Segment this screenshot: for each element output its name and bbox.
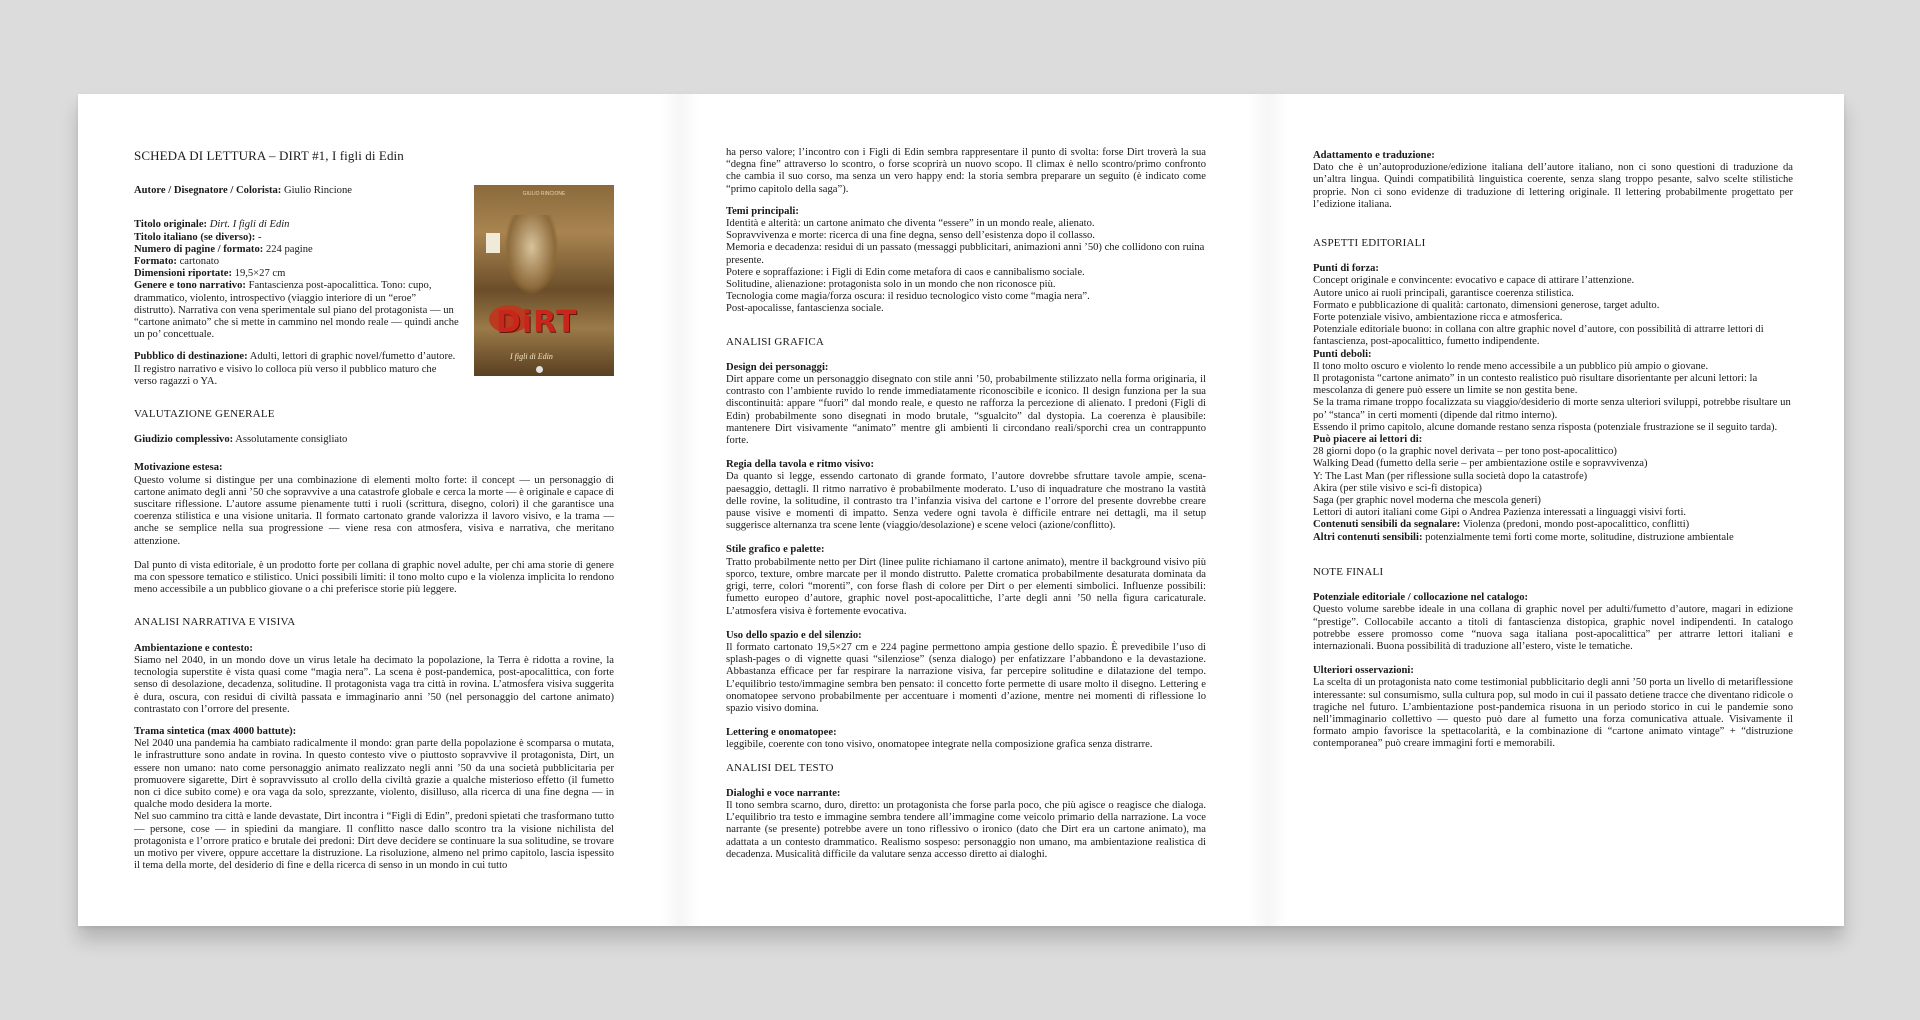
paragraph: Dirt appare come un personaggio disegnato con stile anni ’50, probabilmente stilizzato nella forma originaria, il contrasto con l’ambiente ruvido lo rende immediatamente riconoscibile e iconico. Il design funziona per la sua discontinuità: appare “fuori” dal mondo reale, e questo ne rafforza la percezione di alienato. I predoni (Figli di Edin) probabilmente sono disegnati in modo brutale, “sgualcito” dal dystopia. La coerenza è plausibile: mantenere Dirt visivamente “animato” mentre gli ambienti li circondano reali/sporchi crea un contrappunto forte.	[726, 374, 1206, 447]
readers-list	[1313, 446, 1793, 519]
list-item: Il protagonista “cartone animato” in un contesto realistico può risultare disorientante per alcuni lettori: la mescolanza di genere può essere un limite se non gestita bene.	[1313, 373, 1758, 397]
meta-label: Genere e tono narrativo:	[134, 280, 246, 292]
section-heading: ANALISI NARRATIVA E VISIVA	[134, 616, 296, 629]
list-item: Il tono molto oscuro e violento lo rende meno accessibile a un pubblico più ampio o giovane.	[1313, 360, 1709, 372]
section-heading: ANALISI GRAFICA	[726, 335, 825, 348]
subheading: Punti di forza:	[1313, 263, 1379, 275]
list-item: Y: The Last Man (per riflessione sulla società dopo la catastrofe)	[1313, 470, 1588, 482]
page-fold	[1248, 94, 1288, 926]
author-label: Autore / Disegnatore / Colorista:	[134, 185, 282, 197]
judgement-value: Assolutamente consigliato	[235, 434, 348, 446]
paragraph: Dal punto di vista editoriale, è un prodotto forte per collana di graphic novel adulte, per chi ama storie di genere ma con spessore tematico e stilistico. Unici possibili limiti: il tono molto cupo e la violenza implicita lo rendono meno accessibile a un pubblico giovane o a chi preferisce storie più leggere.	[134, 559, 614, 596]
list-item: Sopravvivenza e morte: ricerca di una fine degna, senso dell’esistenza dopo il collasso.	[726, 230, 1095, 242]
list-item: Post-apocalisse, fantascienza sociale.	[726, 303, 884, 315]
subheading: Punti deboli:	[1313, 348, 1372, 360]
subheading: Dialoghi e voce narrante:	[726, 787, 841, 799]
weaknesses-list	[1313, 361, 1793, 434]
subheading: Regia della tavola e ritmo visivo:	[726, 459, 874, 471]
sensitive-value: Violenza (predoni, mondo post-apocalittico, conflitti)	[1462, 519, 1690, 531]
list-item: Concept originale e convincente: evocativo e capace di attirare l’attenzione.	[1313, 275, 1635, 287]
paragraph: Il tono sembra scarno, duro, diretto: un protagonista che forse parla poco, che più agisce o reagisce che dialoga. L’equilibrio tra testo e immagine sembra tendere all’immagine come veicolo primario della narrazione. La voce narrante (se presente) potrebbe avere un tono riflessivo o ironico (dato che Dirt era un cartone animato), ma adattata a un contesto drammatico. Realismo sospeso: personaggio non umano, ma ambientazione realistica di decadenza. Musicalità difficile da valutare senza accesso diretto ai dialoghi.	[726, 799, 1206, 860]
column-right	[1313, 150, 1793, 751]
judgement-label: Giudizio complessivo:	[134, 434, 234, 446]
other-sensitive-label: Altri contenuti sensibili:	[1313, 531, 1423, 543]
meta-label: Dimensioni riportate:	[134, 268, 232, 280]
meta-label: Formato:	[134, 256, 177, 268]
list-item: Walking Dead (fumetto della serie – per ambientazione ostile e sopravvivenza)	[1313, 458, 1648, 470]
section-heading: ASPETTI EDITORIALI	[1313, 237, 1426, 250]
meta-label: Numero di pagine / formato:	[134, 243, 264, 255]
other-sensitive-value: potenzialmente temi forti come morte, solitudine, distruzione ambientale	[1425, 531, 1734, 543]
meta-value: 224 pagine	[265, 243, 313, 255]
meta-value: Fantascienza post-apocalittica. Tono: cupo, drammatico, violento, introspectivo (viaggio interiore di un “eroe” distrutto). Narrativa con vena sperimentale sul piano del protagonista — un “cartone animato” che si mette in cammino nel mondo reale — quindi anche un po’ concettuale.	[134, 280, 459, 341]
subheading: Potenziale editoriale / collocazione nel catalogo:	[1313, 592, 1529, 604]
list-item: 28 giorni dopo (o la graphic novel derivata – per tono post-apocalittico)	[1313, 446, 1617, 458]
paragraph: Siamo nel 2040, in un mondo dove un virus letale ha decimato la popolazione, la Terra è ridotta a rovine, la tecnologia superstite è vista quasi come “magia nera”. La scena è post-pandemica, post-apocalittica, con forte senso di desolazione, decadenza, solitudine. Il protagonista vaga tra città in rovina. L’atmosfera visiva suggerita è dura, oscura, con residui di civiltà passata e immaginario anni ’50 (nel personaggio del cartone animato) contrastato con l’orrore del presente.	[134, 654, 614, 715]
meta-value: -	[258, 231, 262, 243]
list-item: Essendo il primo capitolo, alcune domande restano senza risposta (potenziale frustrazione se il seguito tarda).	[1313, 421, 1778, 433]
publisher-logo-icon	[536, 366, 543, 373]
audience-value: Adulti, lettori di graphic novel/fumetto d’autore. Il registro narrativo e visivo lo colloca più verso il pubblico maturo che verso ragazzi o YA.	[134, 351, 456, 387]
themes-list	[726, 218, 1206, 316]
strengths-list	[1313, 275, 1793, 348]
paragraph: ha perso valore; l’incontro con i Figli di Edin sembra rappresentare il punto di svolta: forse Dirt troverà la sua “degna fine” attraverso lo scontro, o forse scoprirà un nuovo scopo. Il climax è nello scontro/primo confronto che cambia il suo corso, ma senza un vero happy end: la storia sembra preparare un seguito (è indicato come “primo capitolo della saga”).	[726, 147, 1206, 195]
judgement-row	[134, 434, 614, 446]
cover-logo: DiRT	[496, 305, 578, 341]
subheading: Ambientazione e contesto:	[134, 642, 253, 654]
document-spread	[78, 94, 1844, 926]
meta-value: Dirt. I figli di Edin	[209, 219, 290, 231]
paragraph: leggibile, coerente con tono visivo, onomatopee integrate nella composizione grafica senza distrarre.	[726, 739, 1153, 751]
subheading: Motivazione estesa:	[134, 462, 223, 474]
section-heading: ANALISI DEL TESTO	[726, 761, 834, 774]
sensitive-row	[1313, 519, 1793, 531]
page-fold	[660, 94, 700, 926]
list-item: Forte potenziale visivo, ambientazione ricca e atmosferica.	[1313, 312, 1563, 324]
list-item: Se la trama rimane troppo focalizzata su viaggio/desiderio di morte senza ulteriori sviluppi, potrebbe risultare un po’ “stanca” in certi momenti (dipende dal ritmo interno).	[1313, 397, 1791, 421]
paragraph: La scelta di un protagonista nato come testimonial pubblicitario degli anni ’50 porta un livello di metariflessione interessante: sul consumismo, sulla cultura pop, sul modo in cui il passato detiene tracce che diventano ridicole o tragiche nel futuro. L’ambientazione post-pandemica risuona in un periodo storico in cui le pandemie sono nell’immaginario collettivo — questo può dare al fumetto una forza comunicativa attuale. Visivamente il formato ampio favorisce la spettacolarità, e la combinazione di “cartone animato vintage” + “distruzione contemporanea” può creare immagini forti e memorabili.	[1313, 677, 1793, 750]
sensitive-label: Contenuti sensibili da segnalare:	[1313, 519, 1461, 531]
cover-image	[474, 185, 614, 376]
list-item: Tecnologia come magia/forza oscura: il residuo tecnologico visto come “magia nera”.	[726, 291, 1090, 303]
section-heading: VALUTAZIONE GENERALE	[134, 408, 275, 421]
list-item: Memoria e decadenza: residui di un passato (messaggi pubblicitari, animazioni anni ’50) che collidono con ruina presente.	[726, 242, 1205, 266]
list-item: Lettori di autori italiani come Gipi o Andrea Pazienza interessati a linguaggi visivi forti.	[1313, 507, 1687, 519]
subheading: Lettering e onomatopee:	[726, 727, 837, 739]
list-item: Formato e pubblicazione di qualità: cartonato, dimensioni generose, target adulto.	[1313, 299, 1660, 311]
paragraph: Da quanto si legge, essendo cartonato di grande formato, l’autore dovrebbe sfruttare tavole ampie, scena-paesaggio, dettagli. Il ritmo narrativo è probabilmente moderato. L’uso di inquadrature che mostrano la vastità delle rovine, la solitudine, il contrasto tra l’infanzia visiva del cartone e l’orrore del presente dovrebbe creare pause visive e momenti di impatto. Senza vedere ogni tavola è difficile entrare nei dettagli, ma il setup suggerisce alternanza tra scene lente (viaggio/desolazione) e scene veloci (azione/conflitto).	[726, 471, 1206, 532]
list-item: Identità e alterità: un cartone animato che diventa “essere” in un mondo reale, alienato.	[726, 218, 1095, 230]
document-title: SCHEDA DI LETTURA – DIRT #1, I figli di Edin	[134, 148, 404, 163]
list-item: Akira (per stile visivo e sci-fi distopica)	[1313, 482, 1482, 494]
subheading: Stile grafico e palette:	[726, 544, 825, 556]
paragraph: Questo volume si distingue per una combinazione di elementi molto forte: il concept — un personaggio di cartone animato degli anni ’50 che sopravvive a una catastrofe globale e cerca la morte — è originale e capace di suscitare riflessione. L’autore assume pienamente tutti i ruoli (scrittura, disegno, colori) il che garantisce una coerenza stilistica e una visione unitaria. Il formato cartonato grande valorizza il lavoro visivo, e la trama — anche se semplice nella sua progressione — viene resa con atmosfera, visiva e narrativa, che meritano attenzione.	[134, 474, 614, 547]
list-item: Potere e sopraffazione: i Figli di Edin come metafora di caos e cannibalismo sociale.	[726, 266, 1085, 278]
meta-label: Titolo originale:	[134, 219, 208, 231]
list-item: Saga (per graphic novel moderna che mescola generi)	[1313, 495, 1541, 507]
meta-value: cartonato	[179, 256, 220, 268]
subheading: Temi principali:	[726, 205, 799, 217]
paragraph: Tratto probabilmente netto per Dirt (linee pulite richiamano il cartone animato), mentre il background visivo più sporco, texture, ombre marcate per il mondo distrutto. Palette cromatica probabilmente desaturata dominata da grigi, terre, colori “morenti”, con forse flash di colore per Dirt o per elementi simbolici. Influenze possibili: fumetto europeo d’autore, graphic novel post-apocalittiche, l’arte degli anni ’50 nella figura caricaturale. L’atmosfera visiva è fortemente evocativa.	[726, 556, 1206, 617]
section-heading: NOTE FINALI	[1313, 565, 1384, 578]
paragraph: Nel suo cammino tra città e lande devastate, Dirt incontra i “Figli di Edin”, predoni spietati che trasformano tutto — persone, cose — in spiedini da mangiare. Il conflitto nasce dallo scontro tra la visione nichilista del protagonista e l’orrore pratico e brutale dei predoni: Dirt deve decidere se continuare la sua solitudine, se trovare un motivo per vivere, oppure accettare la distruzione. La risoluzione, almeno nel primo capitolo, lascia ispessito il tema della morte, del desiderio di fine e della ricerca di senso in un mondo in cui tutto	[134, 811, 614, 872]
meta-value: 19,5×27 cm	[234, 268, 286, 280]
subheading: Trama sintetica (max 4000 battute):	[134, 725, 297, 737]
book-cover	[474, 185, 614, 376]
subheading: Adattamento e traduzione:	[1313, 150, 1435, 161]
audience-label: Pubblico di destinazione:	[134, 351, 248, 363]
other-sensitive-row	[1313, 532, 1793, 544]
cover-subtitle: I figli di Edin	[510, 352, 553, 362]
meta-label: Titolo italiano (se diverso):	[134, 231, 256, 243]
column-left	[134, 150, 614, 872]
cover-author: GIULIO RINCIONE	[522, 191, 566, 198]
subheading: Uso dello spazio e del silenzio:	[726, 629, 862, 641]
subheading: Ulteriori osservazioni:	[1313, 665, 1414, 677]
subheading: Può piacere ai lettori di:	[1313, 434, 1423, 446]
list-item: Potenziale editoriale buono: in collana con altre graphic novel d’autore, con possibilità di attrarre lettori di fantascienza, post-apocalittico, fumetto indipendente.	[1313, 324, 1764, 348]
column-middle	[726, 147, 1206, 861]
cover-sign	[486, 233, 500, 253]
paragraph: Dato che è un’autoproduzione/edizione italiana dell’autore italiano, non ci sono questioni di traduzione da un’altra lingua. Quindi compatibilità linguistica coerente, senza slang troppo pesante, salvo scelte stilistiche proprie. Non ci sono evidenze di traduzione di lettering originale. Il lettering probabilmente progettato per l’edizione italiana.	[1313, 162, 1793, 210]
paragraph: Questo volume sarebbe ideale in una collana di graphic novel per adulti/fumetto d’autore, magari in edizione “prestige”. Collocabile accanto a titoli di fantascienza distopica, graphic novel indipendenti. In catalogo potrebbe essere promosso come “nuova saga italiana post-apocalittica” per attrarre lettori italiani e internazionali. Buona possibilità di traduzione all’estero, viste le tematiche.	[1313, 604, 1793, 652]
paragraph: Il formato cartonato 19,5×27 cm e 224 pagine permettono ampia gestione dello spazio. È prevedibile l’uso di splash-pages o di vignette quasi “silenziose” (senza dialogo) per enfatizzare l’abbandono e la devastazione. Abbastanza efficace per far respirare la narrazione visiva, far percepire solitudine e dilatazione del tempo. L’equilibrio testo/immagine sembra ben pensato: il concetto forte permette di usare molto il disegno. Lettering e onomatopee servono probabilmente per accentuare i momenti d’azione, mentre nei momenti di riflessione lo spazio visivo domina.	[726, 641, 1206, 714]
list-item: Solitudine, alienazione: protagonista solo in un mondo che non riconosce più.	[726, 279, 1056, 291]
author-value: Giulio Rincione	[283, 185, 352, 197]
paragraph: Nel 2040 una pandemia ha cambiato radicalmente il mondo: gran parte della popolazione è scomparsa o mutata, le infrastrutture sono andate in rovina. In questo contesto vive o piuttosto sopravvive il protagonista, Dirt, un essere non umano: nato come personaggio animato realizzato negli anni ’50 da una società pubblicitaria per promuovere sigarette, Dirt è sopravvissuto al crollo della civiltà grazie a qualche misterioso effetto (il fumetto non ci dice subito come) e ora vaga da solo, sprezzante, violento, disilluso, alla ricerca di una fine degna — in qualche modo desidera la morte.	[134, 738, 614, 811]
cover-figure	[504, 215, 559, 295]
list-item: Autore unico ai ruoli principali, garantisce coerenza stilistica.	[1313, 287, 1574, 299]
subheading: Design dei personaggi:	[726, 361, 829, 373]
